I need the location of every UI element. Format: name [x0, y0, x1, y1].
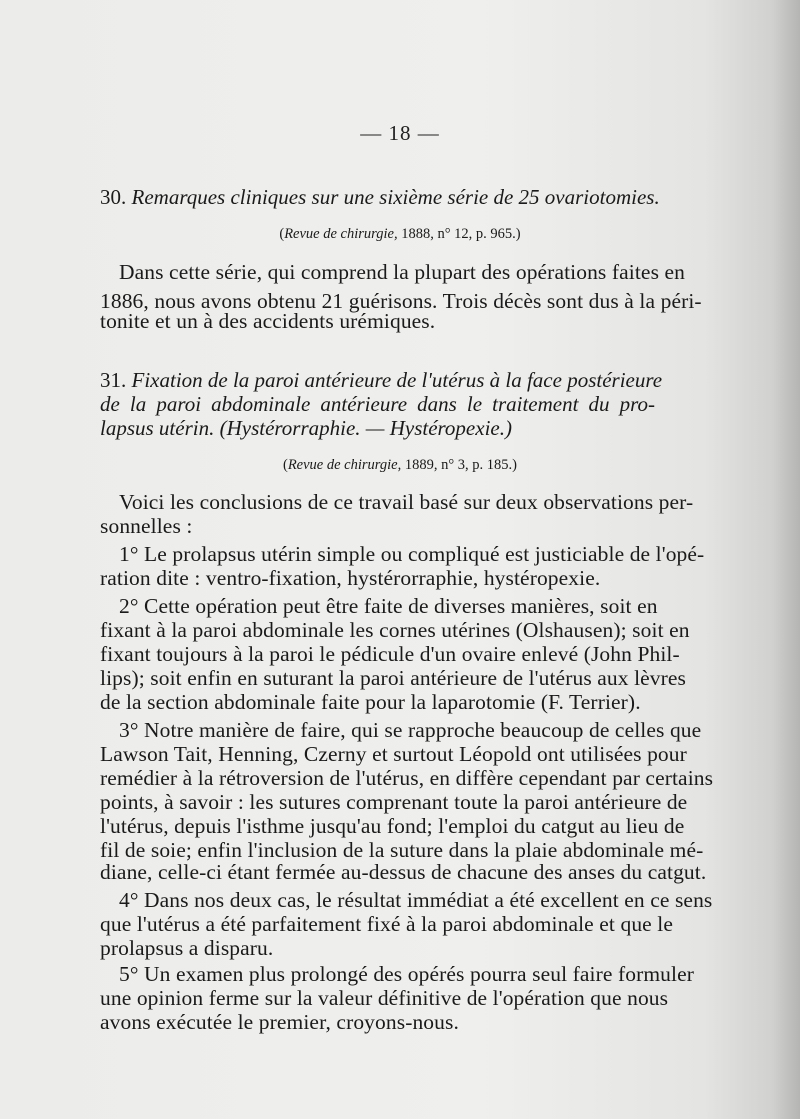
conclusion-3-line: diane, celle-ci étant fermée au-dessus de chacune des anses du catgut. [100, 860, 707, 884]
citation-details: 1889, n° 3, p. 185. [404, 457, 513, 473]
conclusion-3-line: fil de soie; enfin l'inclusion de la suture dans la plaie abdominale mé- [100, 838, 704, 862]
conclusion-2-line: de la section abdominale faite pour la laparotomie (F. Terrier). [100, 690, 641, 714]
entry-31-number: 31. [100, 368, 127, 392]
entry-31-title-line: Fixation de la paroi antérieure de l'utérus à la face postérieure [131, 368, 663, 392]
entry-31-title-line: lapsus utérin. (Hystérorraphie. — Hystéropexie.) [100, 416, 512, 440]
entry-30-citation: (Revue de chirurgie, 1888, n° 12, p. 965.) [279, 226, 521, 242]
entry-31-citation: (Revue de chirurgie, 1889, n° 3, p. 185.) [282, 457, 518, 473]
citation-journal: Revue de chirurgie, [287, 457, 402, 473]
entry-30-title-line: Remarques cliniques sur une sixième série de 25 ovariotomies. [131, 185, 660, 209]
conclusion-3-line: Lawson Tait, Henning, Czerny et surtout Léopold ont utilisées pour [100, 742, 687, 766]
entry-31-title-line: de la paroi abdominale antérieure dans le traitement du pro- [100, 392, 655, 416]
page-number: — 18 — [360, 121, 440, 145]
citation-details: 1888, n° 12, p. 965. [401, 226, 516, 242]
conclusion-3-line: l'utérus, depuis l'isthme jusqu'au fond; l'emploi du catgut au lieu de [100, 814, 685, 838]
conclusion-5-line: 5° Un examen plus prolongé des opérés pourra seul faire formuler [119, 962, 695, 986]
entry-30-title [100, 183, 660, 212]
conclusion-2-line: fixant toujours à la paroi le pédicule d'un ovaire enlevé (John Phil- [100, 642, 680, 666]
conclusion-3-line: remédier à la rétroversion de l'utérus, en diffère cependant par certains [100, 766, 714, 790]
conclusion-1-line: ration dite : ventro-fixation, hystérorraphie, hystéropexie. [100, 566, 601, 590]
conclusion-4-line: 4° Dans nos deux cas, le résultat immédiat a été excellent en ce sens [119, 888, 713, 912]
conclusion-3-line: points, à savoir : les sutures comprenant toute la paroi antérieure de [100, 790, 688, 814]
conclusion-2-line: fixant à la paroi abdominale les cornes utérines (Olshausen); soit en [100, 618, 690, 642]
conclusion-1-line: 1° Le prolapsus utérin simple ou compliqué est justiciable de l'opé- [119, 542, 705, 566]
conclusion-2-line: 2° Cette opération peut être faite de diverses manières, soit en [119, 594, 658, 618]
paragraph-line: 1886, nous avons obtenu 21 guérisons. Trois décès sont dus à la péri- [100, 289, 702, 313]
page-edge-shadow [772, 0, 800, 1119]
conclusion-5-line: avons exécutée le premier, croyons-nous. [100, 1010, 459, 1034]
paragraph-line: tonite et un à des accidents urémiques. [100, 309, 436, 333]
conclusion-3-line: 3° Notre manière de faire, qui se rapproche beaucoup de celles que [119, 718, 702, 742]
conclusion-4-line: prolapsus a disparu. [100, 936, 274, 960]
paragraph-line: Dans cette série, qui comprend la plupart des opérations faites en [119, 260, 685, 284]
conclusion-5-line: une opinion ferme sur la valeur définitive de l'opération que nous [100, 986, 669, 1010]
conclusion-2-line: lips); soit enfin en suturant la paroi antérieure de l'utérus aux lèvres [100, 666, 687, 690]
conclusion-4-line: que l'utérus a été parfaitement fixé à la paroi abdominale et que le [100, 912, 674, 936]
citation-journal: Revue de chirurgie, [284, 226, 398, 242]
intro-line: Voici les conclusions de ce travail basé sur deux observations per- [119, 490, 694, 514]
entry-30-number: 30. [100, 185, 127, 209]
intro-line: sonnelles : [100, 514, 193, 538]
